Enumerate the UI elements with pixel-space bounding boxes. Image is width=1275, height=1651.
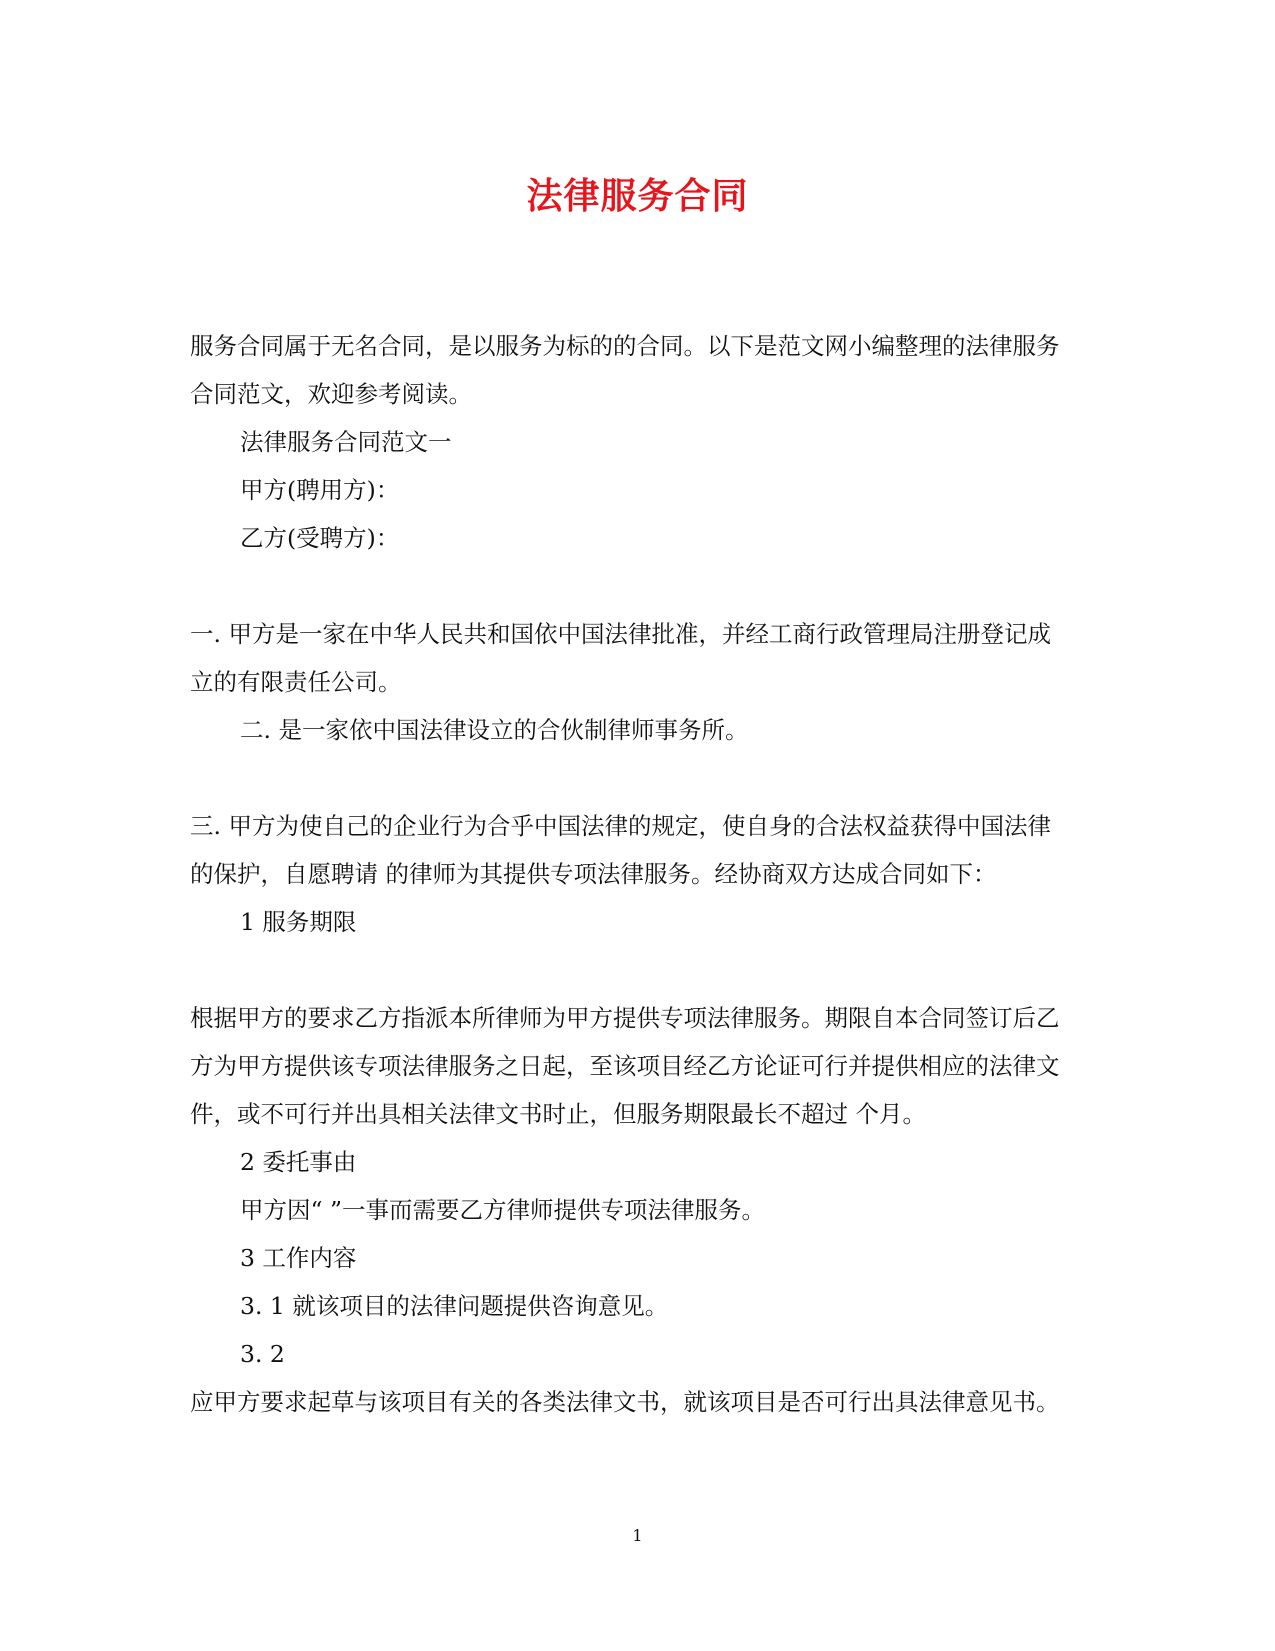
document-body — [190, 322, 1070, 1426]
commission-paragraph: 甲方因“ ”一事而需要乙方律师提供专项法律服务。 — [240, 1196, 765, 1224]
clause-one: 一. 甲方是一家在中华人民共和国依中国法律批准，并经工商行政管理局注册登记成立的有限责任公司。 — [190, 620, 1051, 696]
sample-heading: 法律服务合同范文一 — [240, 428, 452, 456]
document-title: 法律服务合同 — [526, 175, 749, 217]
work-item-3-1: 3. 1 就该项目的法律问题提供咨询意见。 — [240, 1292, 669, 1320]
work-item-3-2-label: 3. 2 — [240, 1340, 285, 1368]
section-heading-work-content: 3 工作内容 — [240, 1244, 357, 1272]
section-heading-commission: 2 委托事由 — [240, 1148, 357, 1176]
party-b-line: 乙方(受聘方)： — [240, 524, 400, 552]
intro-paragraph: 服务合同属于无名合同，是以服务为标的的合同。以下是范文网小编整理的法律服务合同范文，欢迎参考阅读。 — [190, 332, 1060, 408]
clause-three: 三. 甲方为使自己的企业行为合乎中国法律的规定，使自身的合法权益获得中国法律的保护，自愿聘请 的律师为其提供专项法律服务。经协商双方达成合同如下： — [190, 812, 1051, 888]
page-number: 1 — [632, 1526, 643, 1545]
service-term-paragraph: 根据甲方的要求乙方指派本所律师为甲方提供专项法律服务。期限自本合同签订后乙方为甲方提供该专项法律服务之日起，至该项目经乙方论证可行并提供相应的法律文件，或不可行并出具相关法律文书时止，但服务期限最长不超过 个月。 — [190, 1004, 1060, 1128]
clause-two: 二. 是一家依中国法律设立的合伙制律师事务所。 — [240, 716, 749, 744]
section-heading-service-term: 1 服务期限 — [240, 908, 357, 936]
work-item-3-2-text: 应甲方要求起草与该项目有关的各类法律文书，就该项目是否可行出具法律意见书。 — [190, 1388, 1060, 1416]
party-a-line: 甲方(聘用方)： — [240, 476, 400, 504]
